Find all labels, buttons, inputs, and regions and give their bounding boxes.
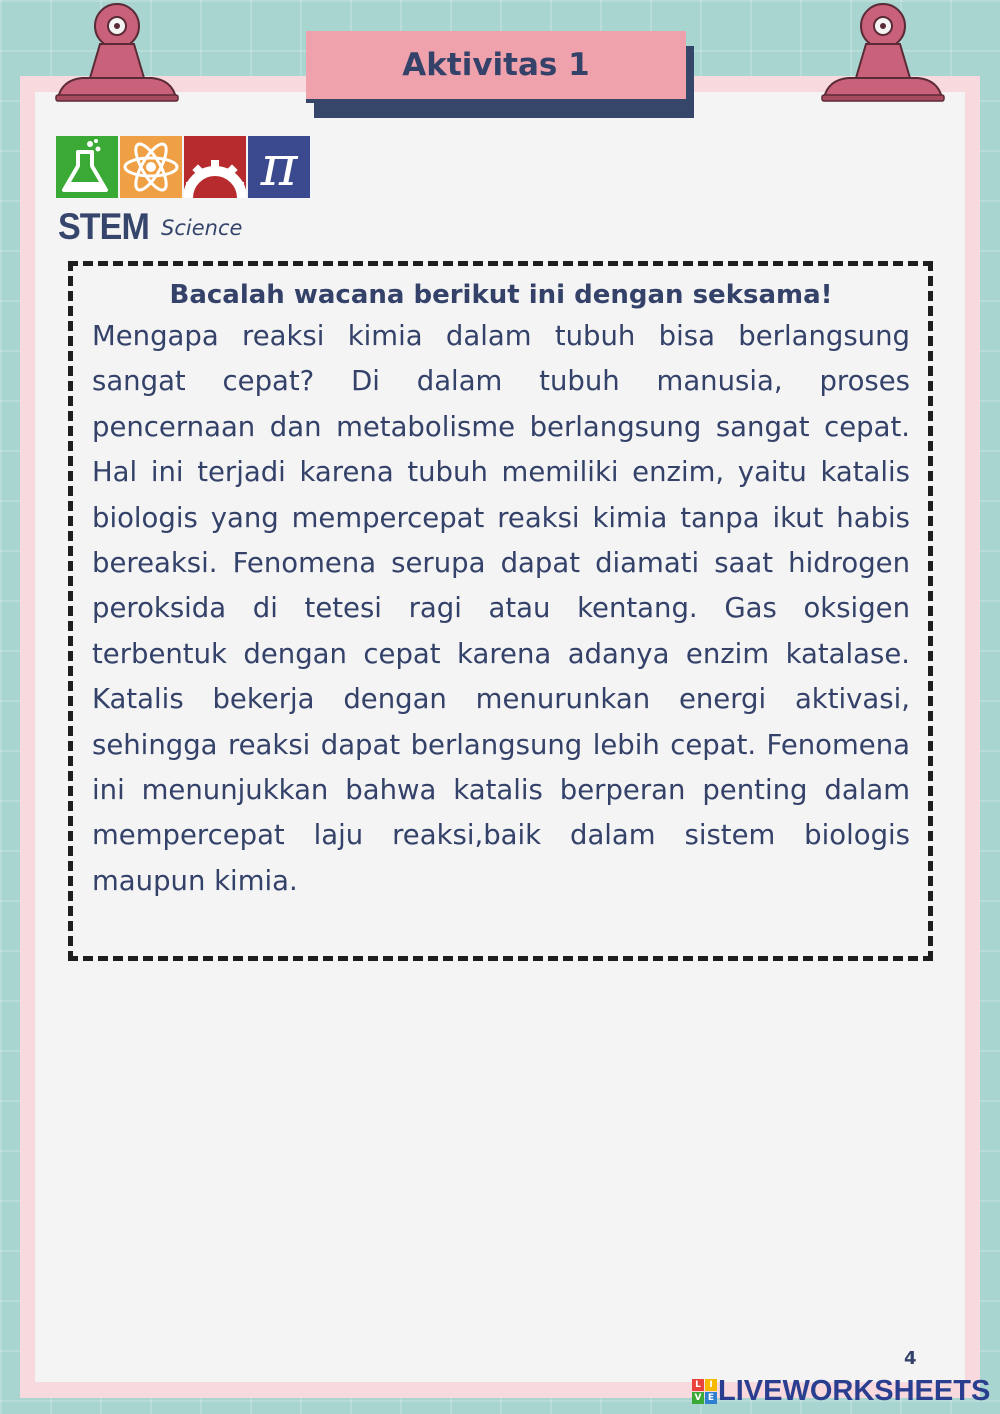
stem-label: STEM [58, 206, 149, 247]
logo-letter: V [692, 1392, 704, 1404]
stem-logo [56, 136, 314, 200]
liveworksheets-brand: LIVEWORKSHEETS [718, 1374, 991, 1407]
gear-icon [184, 136, 246, 198]
atom-icon [120, 136, 182, 198]
left-clip-icon [52, 0, 182, 102]
liveworksheets-logo-icon [692, 1379, 716, 1403]
reading-passage: Mengapa reaksi kimia dalam tubuh bisa berlangsung sangat cepat? Di dalam tubuh manusia, proses pencernaan dan metabolisme berlangsung sangat cepat. Hal ini terjadi karena tubuh memiliki enzim, yaitu katalis biologis yang mempercepat reaksi kimia tanpa ikut habis bereaksi. Fenomena serupa dapat diamati saat hidrogen peroksida di tetesi ragi atau kentang. Gas oksigen terbentuk dengan cepat karena adanya enzim katalase. Katalis bekerja dengan menurunkan energi aktivasi, sehingga reaksi dapat berlangsung lebih cepat. Fenomena ini menunjukkan bahwa katalis berperan penting dalam mempercepat laju reaksi,baik dalam sistem biologis maupun kimia. [92, 320, 910, 897]
reading-box [68, 261, 933, 961]
pi-symbol: π [260, 134, 298, 199]
activity-banner [306, 31, 686, 103]
activity-title: Aktivitas 1 [402, 47, 590, 83]
subject-label: Science [161, 216, 243, 240]
logo-letter: L [692, 1379, 704, 1391]
pi-icon [248, 136, 310, 198]
logo-letter: E [705, 1392, 717, 1404]
logo-letter: I [705, 1379, 717, 1391]
right-clip-icon [818, 0, 948, 102]
reading-instruction: Bacalah wacana berikut ini dengan seksama! [169, 280, 833, 310]
page-number: 4 [904, 1348, 917, 1369]
liveworksheets-logo [692, 1376, 990, 1406]
flask-icon [56, 136, 118, 198]
